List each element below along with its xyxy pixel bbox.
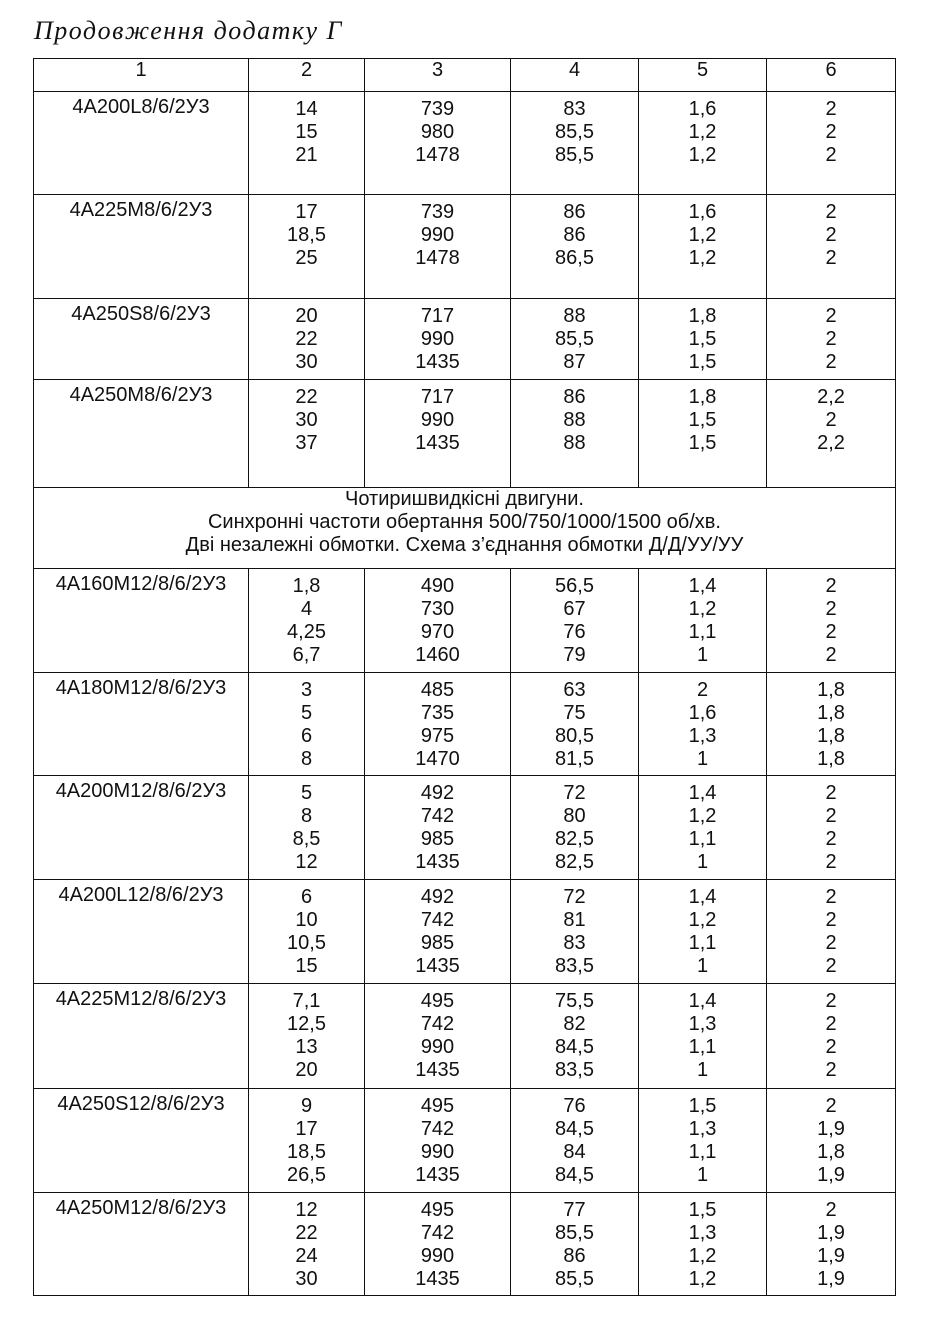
cell-value: 980	[420, 121, 455, 143]
cell-value: 1,1	[688, 1141, 717, 1163]
cell-value: 717	[420, 386, 455, 408]
cell-value: 2	[825, 328, 837, 350]
value-cell-c5	[639, 380, 767, 488]
cell-value: 76	[563, 1095, 586, 1117]
value-cell-c2	[249, 569, 365, 673]
cell-value: 1435	[415, 851, 460, 873]
cell-value: 1,6	[688, 201, 717, 223]
cell-value: 7,1	[292, 990, 321, 1012]
cell-value: 990	[420, 409, 455, 431]
cell-value: 2	[825, 1199, 837, 1221]
cell-value: 86	[563, 386, 586, 408]
cell-value: 739	[420, 201, 455, 223]
cell-value: 83	[563, 98, 586, 120]
cell-value: 1,8	[817, 1141, 845, 1163]
value-cell-c2	[249, 984, 365, 1089]
cell-value: 2	[825, 575, 837, 597]
cell-value: 1435	[415, 1059, 460, 1081]
cell-value: 1,4	[688, 575, 717, 597]
cell-value: 86	[563, 1245, 586, 1267]
cell-value: 2	[825, 598, 837, 620]
cell-value: 26,5	[287, 1164, 326, 1186]
section-line: Чотиришвидкісні двигуни.	[345, 488, 584, 510]
cell-value: 2	[825, 201, 837, 223]
cell-value: 1,2	[688, 1268, 717, 1290]
cell-value: 10	[295, 909, 318, 931]
cell-value: 717	[420, 305, 455, 327]
cell-value: 72	[563, 782, 586, 804]
cell-value: 86	[563, 201, 586, 223]
value-cell-c6	[767, 569, 896, 673]
cell-value: 83,5	[555, 955, 594, 977]
cell-value: 492	[420, 886, 455, 908]
cell-value: 86,5	[555, 247, 594, 269]
table-body	[34, 92, 896, 1296]
cell-value: 79	[563, 644, 586, 666]
section-title	[34, 488, 896, 569]
value-cell-c4	[511, 1193, 639, 1296]
cell-value: 2	[825, 782, 837, 804]
cell-value: 742	[420, 1118, 455, 1140]
cell-value: 82	[563, 1013, 586, 1035]
cell-value: 3	[300, 679, 313, 701]
value-cell-c3	[365, 673, 511, 776]
cell-value: 1,2	[688, 1245, 717, 1267]
value-cell-c6	[767, 673, 896, 776]
cell-value: 1,3	[688, 1222, 717, 1244]
cell-value: 6	[300, 725, 313, 747]
page-title: Продовження додатку Г	[34, 16, 343, 45]
cell-value: 990	[420, 328, 455, 350]
cell-value: 8,5	[292, 828, 321, 850]
cell-value: 17	[295, 1118, 318, 1140]
section-line: Дві незалежні обмотки. Схема з’єднання обмотки Д/Д/УУ/УУ	[185, 534, 744, 556]
cell-value: 2,2	[817, 432, 845, 454]
value-cell-c2	[249, 880, 365, 984]
cell-value: 1,5	[688, 328, 717, 350]
table-row	[34, 984, 896, 1089]
cell-value: 1,9	[817, 1268, 845, 1290]
cell-value: 75	[563, 702, 586, 724]
value-cell-c3	[365, 984, 511, 1089]
cell-value: 30	[295, 409, 318, 431]
value-cell-c2	[249, 776, 365, 880]
cell-value: 72	[563, 886, 586, 908]
cell-value: 495	[420, 990, 455, 1012]
table-row	[34, 880, 896, 984]
cell-value: 1435	[415, 351, 460, 373]
cell-value: 77	[563, 1199, 586, 1221]
cell-value: 1,2	[688, 805, 717, 827]
cell-value: 1,8	[817, 702, 845, 724]
value-cell-c5	[639, 984, 767, 1089]
cell-value: 24	[295, 1245, 318, 1267]
value-cell-c6	[767, 984, 896, 1089]
cell-value: 1,9	[817, 1222, 845, 1244]
value-cell-c2	[249, 299, 365, 380]
cell-value: 1,1	[688, 1036, 717, 1058]
cell-value: 10,5	[287, 932, 326, 954]
value-cell-c4	[511, 984, 639, 1089]
cell-value: 1	[696, 955, 709, 977]
motor-model: 4А250М12/8/6/2У3	[34, 1193, 249, 1296]
cell-value: 2	[825, 828, 837, 850]
cell-value: 87	[563, 351, 586, 373]
cell-value: 1,8	[688, 386, 717, 408]
cell-value: 1,8	[817, 679, 845, 701]
cell-value: 1,3	[688, 1118, 717, 1140]
cell-value: 9	[300, 1095, 313, 1117]
cell-value: 1,8	[817, 725, 845, 747]
cell-value: 1,3	[688, 1013, 717, 1035]
cell-value: 1,9	[817, 1164, 845, 1186]
cell-value: 4,25	[287, 621, 326, 643]
cell-value: 1478	[415, 247, 460, 269]
cell-value: 730	[420, 598, 455, 620]
table-row	[34, 1193, 896, 1296]
value-cell-c6	[767, 195, 896, 299]
cell-value: 67	[563, 598, 586, 620]
cell-value: 1,6	[688, 98, 717, 120]
column-header: 6	[767, 59, 896, 92]
cell-value: 1,8	[688, 305, 717, 327]
cell-value: 1	[696, 644, 709, 666]
cell-value: 25	[295, 247, 318, 269]
cell-value: 63	[563, 679, 586, 701]
value-cell-c3	[365, 195, 511, 299]
cell-value: 30	[295, 351, 318, 373]
cell-value: 2	[825, 886, 837, 908]
header-row	[34, 59, 896, 92]
cell-value: 18,5	[287, 1141, 326, 1163]
cell-value: 4	[300, 598, 313, 620]
cell-value: 88	[563, 409, 586, 431]
cell-value: 81	[563, 909, 586, 931]
cell-value: 88	[563, 432, 586, 454]
column-header: 3	[365, 59, 511, 92]
cell-value: 1460	[415, 644, 460, 666]
cell-value: 1,5	[688, 351, 717, 373]
value-cell-c2	[249, 92, 365, 195]
value-cell-c4	[511, 569, 639, 673]
cell-value: 1,5	[688, 409, 717, 431]
cell-value: 1,2	[688, 224, 717, 246]
cell-value: 2	[825, 247, 837, 269]
cell-value: 1,9	[817, 1245, 845, 1267]
cell-value: 83	[563, 932, 586, 954]
value-cell-c4	[511, 299, 639, 380]
cell-value: 1,5	[688, 1199, 717, 1221]
cell-value: 985	[420, 828, 455, 850]
cell-value: 76	[563, 621, 586, 643]
motor-model: 4А225М8/6/2У3	[34, 195, 249, 299]
cell-value: 5	[300, 782, 313, 804]
cell-value: 1,1	[688, 932, 717, 954]
cell-value: 82,5	[555, 828, 594, 850]
cell-value: 2	[825, 224, 837, 246]
cell-value: 85,5	[555, 1222, 594, 1244]
value-cell-c6	[767, 380, 896, 488]
cell-value: 742	[420, 1013, 455, 1035]
value-cell-c2	[249, 195, 365, 299]
table-row	[34, 776, 896, 880]
value-cell-c4	[511, 880, 639, 984]
value-cell-c4	[511, 673, 639, 776]
cell-value: 490	[420, 575, 455, 597]
cell-value: 1,3	[688, 725, 717, 747]
cell-value: 2	[825, 805, 837, 827]
cell-value: 12	[295, 1199, 318, 1221]
cell-value: 8	[300, 748, 313, 770]
cell-value: 2	[825, 990, 837, 1012]
cell-value: 2	[825, 305, 837, 327]
value-cell-c3	[365, 380, 511, 488]
cell-value: 20	[295, 305, 318, 327]
column-header: 1	[34, 59, 249, 92]
motor-model: 4А250S8/6/2У3	[34, 299, 249, 380]
cell-value: 2	[825, 955, 837, 977]
value-cell-c5	[639, 195, 767, 299]
cell-value: 85,5	[555, 1268, 594, 1290]
cell-value: 1,1	[688, 621, 717, 643]
cell-value: 2	[825, 351, 837, 373]
value-cell-c5	[639, 673, 767, 776]
cell-value: 1435	[415, 955, 460, 977]
value-cell-c3	[365, 92, 511, 195]
table-row	[34, 673, 896, 776]
value-cell-c4	[511, 195, 639, 299]
cell-value: 85,5	[555, 121, 594, 143]
cell-value: 485	[420, 679, 455, 701]
cell-value: 1	[696, 748, 709, 770]
cell-value: 1,8	[817, 748, 845, 770]
cell-value: 30	[295, 1268, 318, 1290]
cell-value: 12	[295, 851, 318, 873]
cell-value: 742	[420, 1222, 455, 1244]
cell-value: 6	[300, 886, 313, 908]
cell-value: 1,5	[688, 432, 717, 454]
cell-value: 742	[420, 909, 455, 931]
cell-value: 22	[295, 328, 318, 350]
cell-value: 1,6	[688, 702, 717, 724]
cell-value: 2	[825, 1095, 837, 1117]
cell-value: 990	[420, 1245, 455, 1267]
value-cell-c2	[249, 1193, 365, 1296]
table-row	[34, 380, 896, 488]
section-header-row	[34, 488, 896, 569]
value-cell-c3	[365, 1193, 511, 1296]
cell-value: 2	[825, 98, 837, 120]
table-row	[34, 92, 896, 195]
cell-value: 84,5	[555, 1118, 594, 1140]
cell-value: 1	[696, 1059, 709, 1081]
table-row	[34, 1089, 896, 1193]
cell-value: 1,4	[688, 990, 717, 1012]
motor-model: 4А225М12/8/6/2У3	[34, 984, 249, 1089]
value-cell-c4	[511, 1089, 639, 1193]
motor-model: 4А250М8/6/2У3	[34, 380, 249, 488]
motor-model: 4А200М12/8/6/2У3	[34, 776, 249, 880]
cell-value: 970	[420, 621, 455, 643]
cell-value: 88	[563, 305, 586, 327]
motor-model: 4А160М12/8/6/2У3	[34, 569, 249, 673]
cell-value: 2	[825, 851, 837, 873]
cell-value: 985	[420, 932, 455, 954]
cell-value: 2	[825, 121, 837, 143]
value-cell-c2	[249, 380, 365, 488]
cell-value: 83,5	[555, 1059, 594, 1081]
value-cell-c3	[365, 1089, 511, 1193]
cell-value: 81,5	[555, 748, 594, 770]
cell-value: 8	[300, 805, 313, 827]
cell-value: 1478	[415, 144, 460, 166]
cell-value: 1,1	[688, 828, 717, 850]
value-cell-c6	[767, 1089, 896, 1193]
cell-value: 1,2	[688, 144, 717, 166]
motor-spec-table	[33, 58, 896, 1296]
value-cell-c3	[365, 776, 511, 880]
cell-value: 990	[420, 1036, 455, 1058]
value-cell-c6	[767, 776, 896, 880]
cell-value: 80	[563, 805, 586, 827]
cell-value: 990	[420, 1141, 455, 1163]
cell-value: 15	[295, 955, 318, 977]
cell-value: 735	[420, 702, 455, 724]
cell-value: 2	[825, 644, 837, 666]
cell-value: 20	[295, 1059, 318, 1081]
cell-value: 2	[825, 409, 837, 431]
cell-value: 13	[295, 1036, 318, 1058]
value-cell-c5	[639, 776, 767, 880]
cell-value: 2,2	[817, 386, 845, 408]
cell-value: 1	[696, 1164, 709, 1186]
value-cell-c5	[639, 880, 767, 984]
cell-value: 84,5	[555, 1164, 594, 1186]
cell-value: 1435	[415, 1164, 460, 1186]
cell-value: 1,8	[292, 575, 321, 597]
cell-value: 1,5	[688, 1095, 717, 1117]
cell-value: 1435	[415, 1268, 460, 1290]
cell-value: 742	[420, 805, 455, 827]
cell-value: 22	[295, 386, 318, 408]
cell-value: 85,5	[555, 144, 594, 166]
value-cell-c4	[511, 92, 639, 195]
value-cell-c3	[365, 880, 511, 984]
cell-value: 1470	[415, 748, 460, 770]
value-cell-c6	[767, 299, 896, 380]
cell-value: 1,2	[688, 909, 717, 931]
value-cell-c5	[639, 1089, 767, 1193]
cell-value: 495	[420, 1095, 455, 1117]
cell-value: 84,5	[555, 1036, 594, 1058]
cell-value: 1,4	[688, 886, 717, 908]
cell-value: 2	[825, 1059, 837, 1081]
cell-value: 1,2	[688, 247, 717, 269]
value-cell-c5	[639, 299, 767, 380]
cell-value: 1,2	[688, 598, 717, 620]
motor-model: 4А180М12/8/6/2У3	[34, 673, 249, 776]
cell-value: 1,2	[688, 121, 717, 143]
cell-value: 975	[420, 725, 455, 747]
value-cell-c5	[639, 1193, 767, 1296]
cell-value: 2	[825, 621, 837, 643]
table-row	[34, 195, 896, 299]
cell-value: 2	[825, 932, 837, 954]
section-line: Синхронні частоти обертання 500/750/1000/1500 об/хв.	[207, 511, 721, 533]
column-header: 4	[511, 59, 639, 92]
column-header: 2	[249, 59, 365, 92]
value-cell-c4	[511, 380, 639, 488]
cell-value: 22	[295, 1222, 318, 1244]
cell-value: 1435	[415, 432, 460, 454]
cell-value: 15	[295, 121, 318, 143]
cell-value: 2	[825, 909, 837, 931]
table-row	[34, 569, 896, 673]
motor-model: 4А200L12/8/6/2У3	[34, 880, 249, 984]
value-cell-c5	[639, 92, 767, 195]
cell-value: 1,9	[817, 1118, 845, 1140]
cell-value: 86	[563, 224, 586, 246]
cell-value: 85,5	[555, 328, 594, 350]
cell-value: 2	[696, 679, 709, 701]
cell-value: 739	[420, 98, 455, 120]
cell-value: 990	[420, 224, 455, 246]
cell-value: 17	[295, 201, 318, 223]
cell-value: 82,5	[555, 851, 594, 873]
cell-value: 2	[825, 1036, 837, 1058]
value-cell-c6	[767, 880, 896, 984]
cell-value: 75,5	[555, 990, 594, 1012]
cell-value: 5	[300, 702, 313, 724]
cell-value: 2	[825, 144, 837, 166]
cell-value: 492	[420, 782, 455, 804]
cell-value: 1,4	[688, 782, 717, 804]
cell-value: 1	[696, 851, 709, 873]
table-row	[34, 299, 896, 380]
value-cell-c2	[249, 1089, 365, 1193]
motor-model: 4А200L8/6/2У3	[34, 92, 249, 195]
value-cell-c3	[365, 569, 511, 673]
value-cell-c6	[767, 92, 896, 195]
cell-value: 80,5	[555, 725, 594, 747]
value-cell-c2	[249, 673, 365, 776]
cell-value: 495	[420, 1199, 455, 1221]
cell-value: 6,7	[292, 644, 321, 666]
value-cell-c4	[511, 776, 639, 880]
column-header: 5	[639, 59, 767, 92]
cell-value: 12,5	[287, 1013, 326, 1035]
value-cell-c3	[365, 299, 511, 380]
motor-model: 4А250S12/8/6/2У3	[34, 1089, 249, 1193]
value-cell-c5	[639, 569, 767, 673]
cell-value: 21	[295, 144, 318, 166]
cell-value: 14	[295, 98, 318, 120]
cell-value: 84	[563, 1141, 586, 1163]
cell-value: 37	[295, 432, 318, 454]
cell-value: 56,5	[555, 575, 594, 597]
cell-value: 18,5	[287, 224, 326, 246]
value-cell-c6	[767, 1193, 896, 1296]
cell-value: 2	[825, 1013, 837, 1035]
